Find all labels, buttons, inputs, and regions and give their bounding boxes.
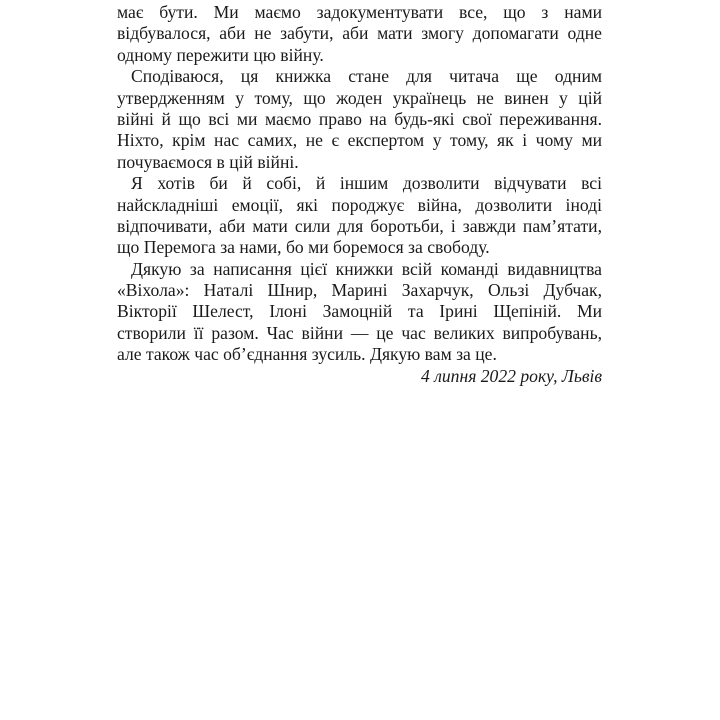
date-signature: 4 липня 2022 року, Львів: [421, 365, 602, 386]
paragraph-3: [117, 173, 602, 259]
text-line: відпочивати, аби мати сили для боротьби, і завжди пам’ятати,: [117, 215, 602, 236]
text-line: але також час об’єднання зусиль. Дякую вам за це.: [117, 344, 497, 365]
text-line: Ніхто, крім нас самих, не є експертом у тому, як і чому ми: [117, 130, 602, 151]
text-line: найскладніші емоції, які породжує війна, дозволити іноді: [117, 194, 602, 215]
text-line: Дякую за написання цієї книжки всій команді видавництва: [131, 258, 602, 279]
paragraph-4: [117, 259, 602, 366]
text-line: одному пережити цю війну.: [117, 44, 324, 65]
text-line: відбувалося, аби не забути, аби мати змогу допомагати одне: [117, 23, 602, 44]
text-line: створили її разом. Час війни — це час великих випробувань,: [117, 322, 602, 343]
text-line: війні й що всі ми маємо право на будь-які свої переживання.: [117, 108, 602, 129]
text-line: «Віхола»: Наталі Шнир, Марині Захарчук, Ользі Дубчак,: [117, 280, 602, 301]
paragraph-2: [117, 66, 602, 173]
text-line: Я хотів би й собі, й іншим дозволити відчувати всі: [131, 173, 602, 194]
text-line: почуваємося в цій війні.: [117, 151, 299, 172]
text-line: утвердженням у тому, що жоден українець не винен у цій: [117, 87, 602, 108]
text-line: що Перемога за нами, бо ми боремося за свободу.: [117, 237, 490, 258]
book-page: [117, 2, 602, 387]
paragraph-1: [117, 2, 602, 66]
text-line: Вікторії Шелест, Ілоні Замоцній та Ірині Щепіній. Ми: [117, 301, 602, 322]
text-line: Сподіваюся, ця книжка стане для читача ще одним: [131, 66, 602, 87]
text-line: має бути. Ми маємо задокументувати все, що з нами: [117, 2, 602, 22]
